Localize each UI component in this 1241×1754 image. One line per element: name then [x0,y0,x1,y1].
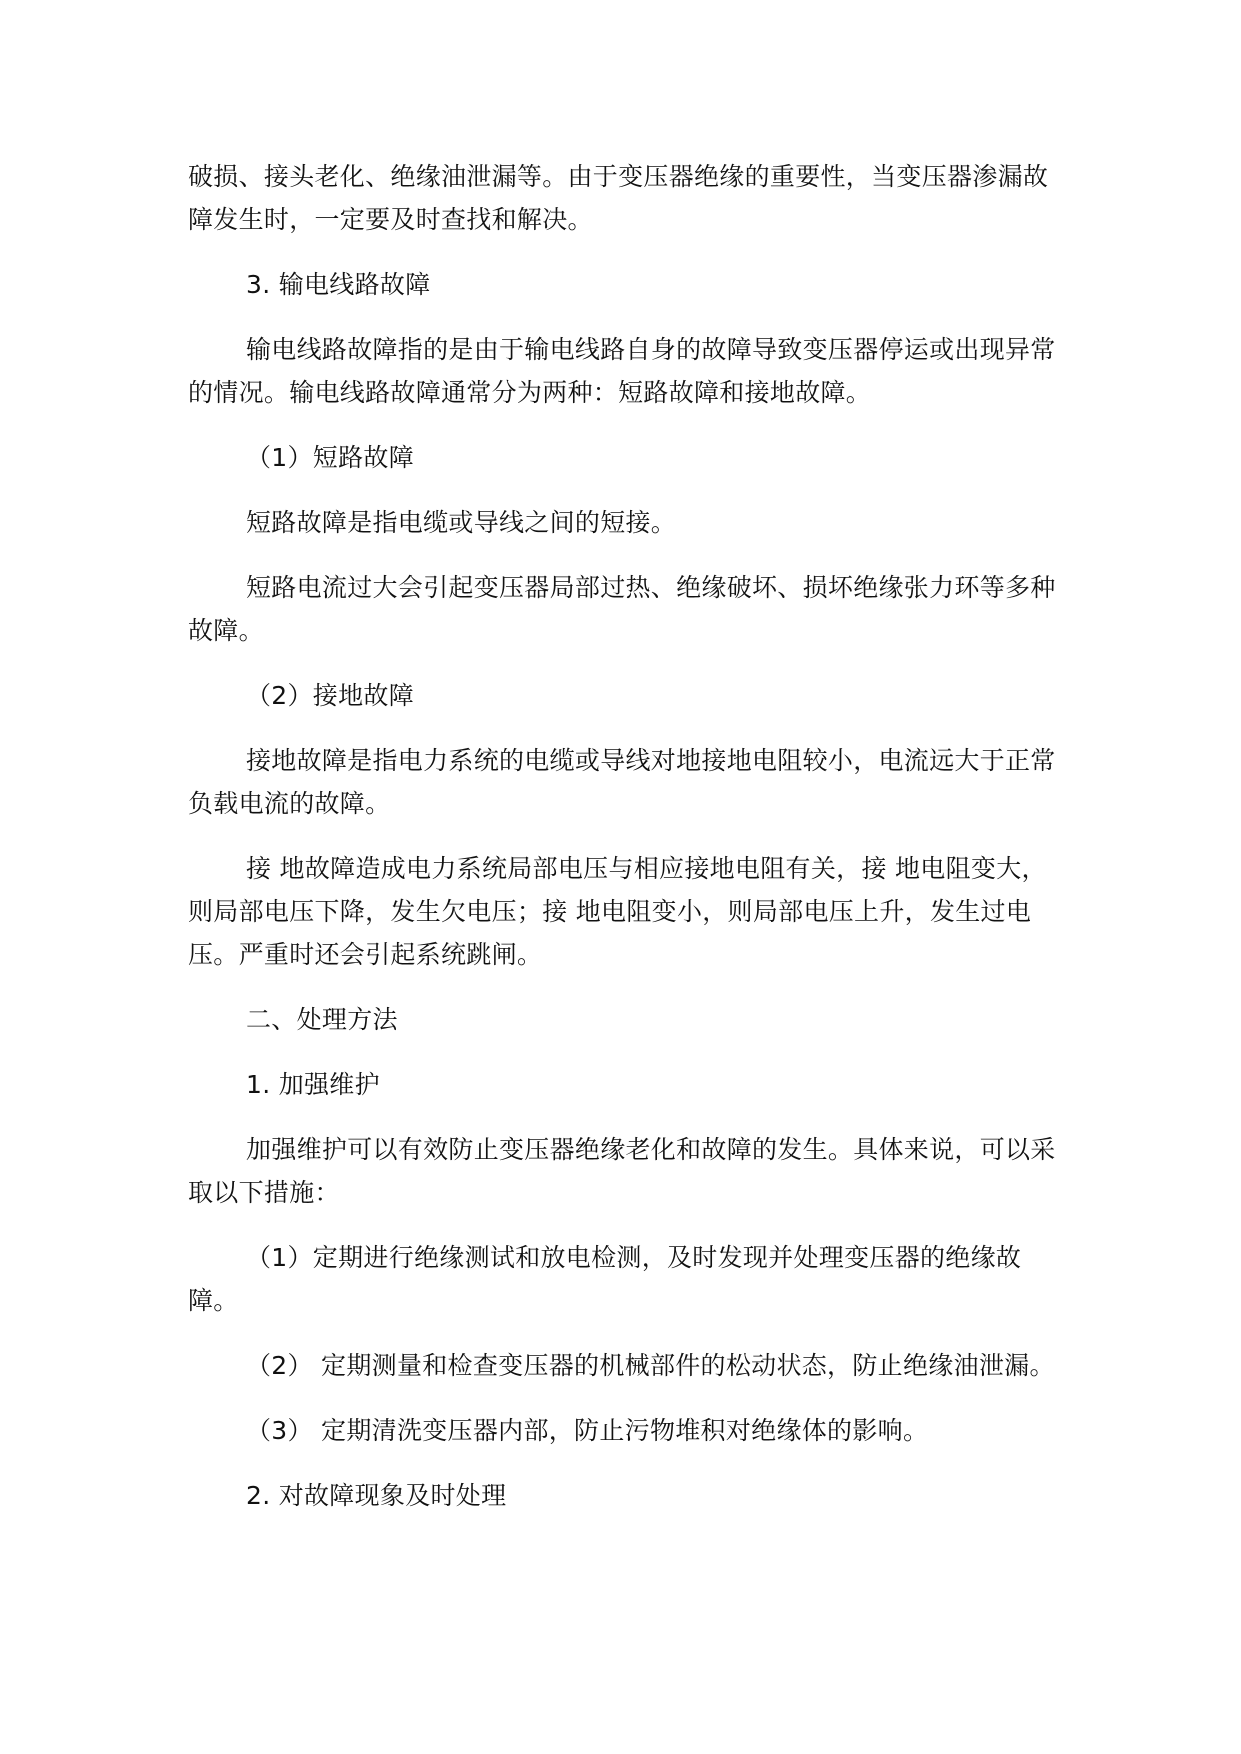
paragraph: 接地故障是指电力系统的电缆或导线对地接地电阻较小，电流远大于正常负载电流的故障。 [188,746,1056,818]
list-item: （1）定期进行绝缘测试和放电检测，及时发现并处理变压器的绝缘故障。 [188,1243,1022,1315]
list-item: （2） 定期测量和检查变压器的机械部件的松动状态，防止绝缘油泄漏。 [246,1351,1055,1380]
subsection-heading: （1）短路故障 [246,443,415,472]
section-heading: 1. 加强维护 [246,1070,380,1099]
paragraph: 破损、接头老化、绝缘油泄漏等。由于变压器绝缘的重要性，当变压器渗漏故障发生时，一定要及时查找和解决。 [188,162,1049,234]
list-item: （3） 定期清洗变压器内部，防止污物堆积对绝缘体的影响。 [246,1416,929,1445]
subsection-heading: （2）接地故障 [246,681,415,710]
paragraph: 输电线路故障指的是由于输电线路自身的故障导致变压器停运或出现异常的情况。输电线路故障通常分为两种：短路故障和接地故障。 [188,335,1056,407]
section-heading: 3. 输电线路故障 [246,270,431,299]
paragraph: 短路电流过大会引起变压器局部过热、绝缘破坏、损坏绝缘张力环等多种故障。 [188,573,1056,645]
section-heading: 2. 对故障现象及时处理 [246,1481,507,1510]
document-page [188,155,1068,1517]
paragraph: 短路故障是指电缆或导线之间的短接。 [246,508,677,537]
chapter-heading: 二、处理方法 [246,1005,398,1034]
paragraph: 接 地故障造成电力系统局部电压与相应接地电阻有关，接 地电阻变大，则局部电压下降，发生欠电压；接 地电阻变小，则局部电压上升，发生过电压。严重时还会引起系统跳闸。 [188,854,1047,969]
paragraph: 加强维护可以有效防止变压器绝缘老化和故障的发生。具体来说，可以采取以下措施： [188,1135,1056,1207]
